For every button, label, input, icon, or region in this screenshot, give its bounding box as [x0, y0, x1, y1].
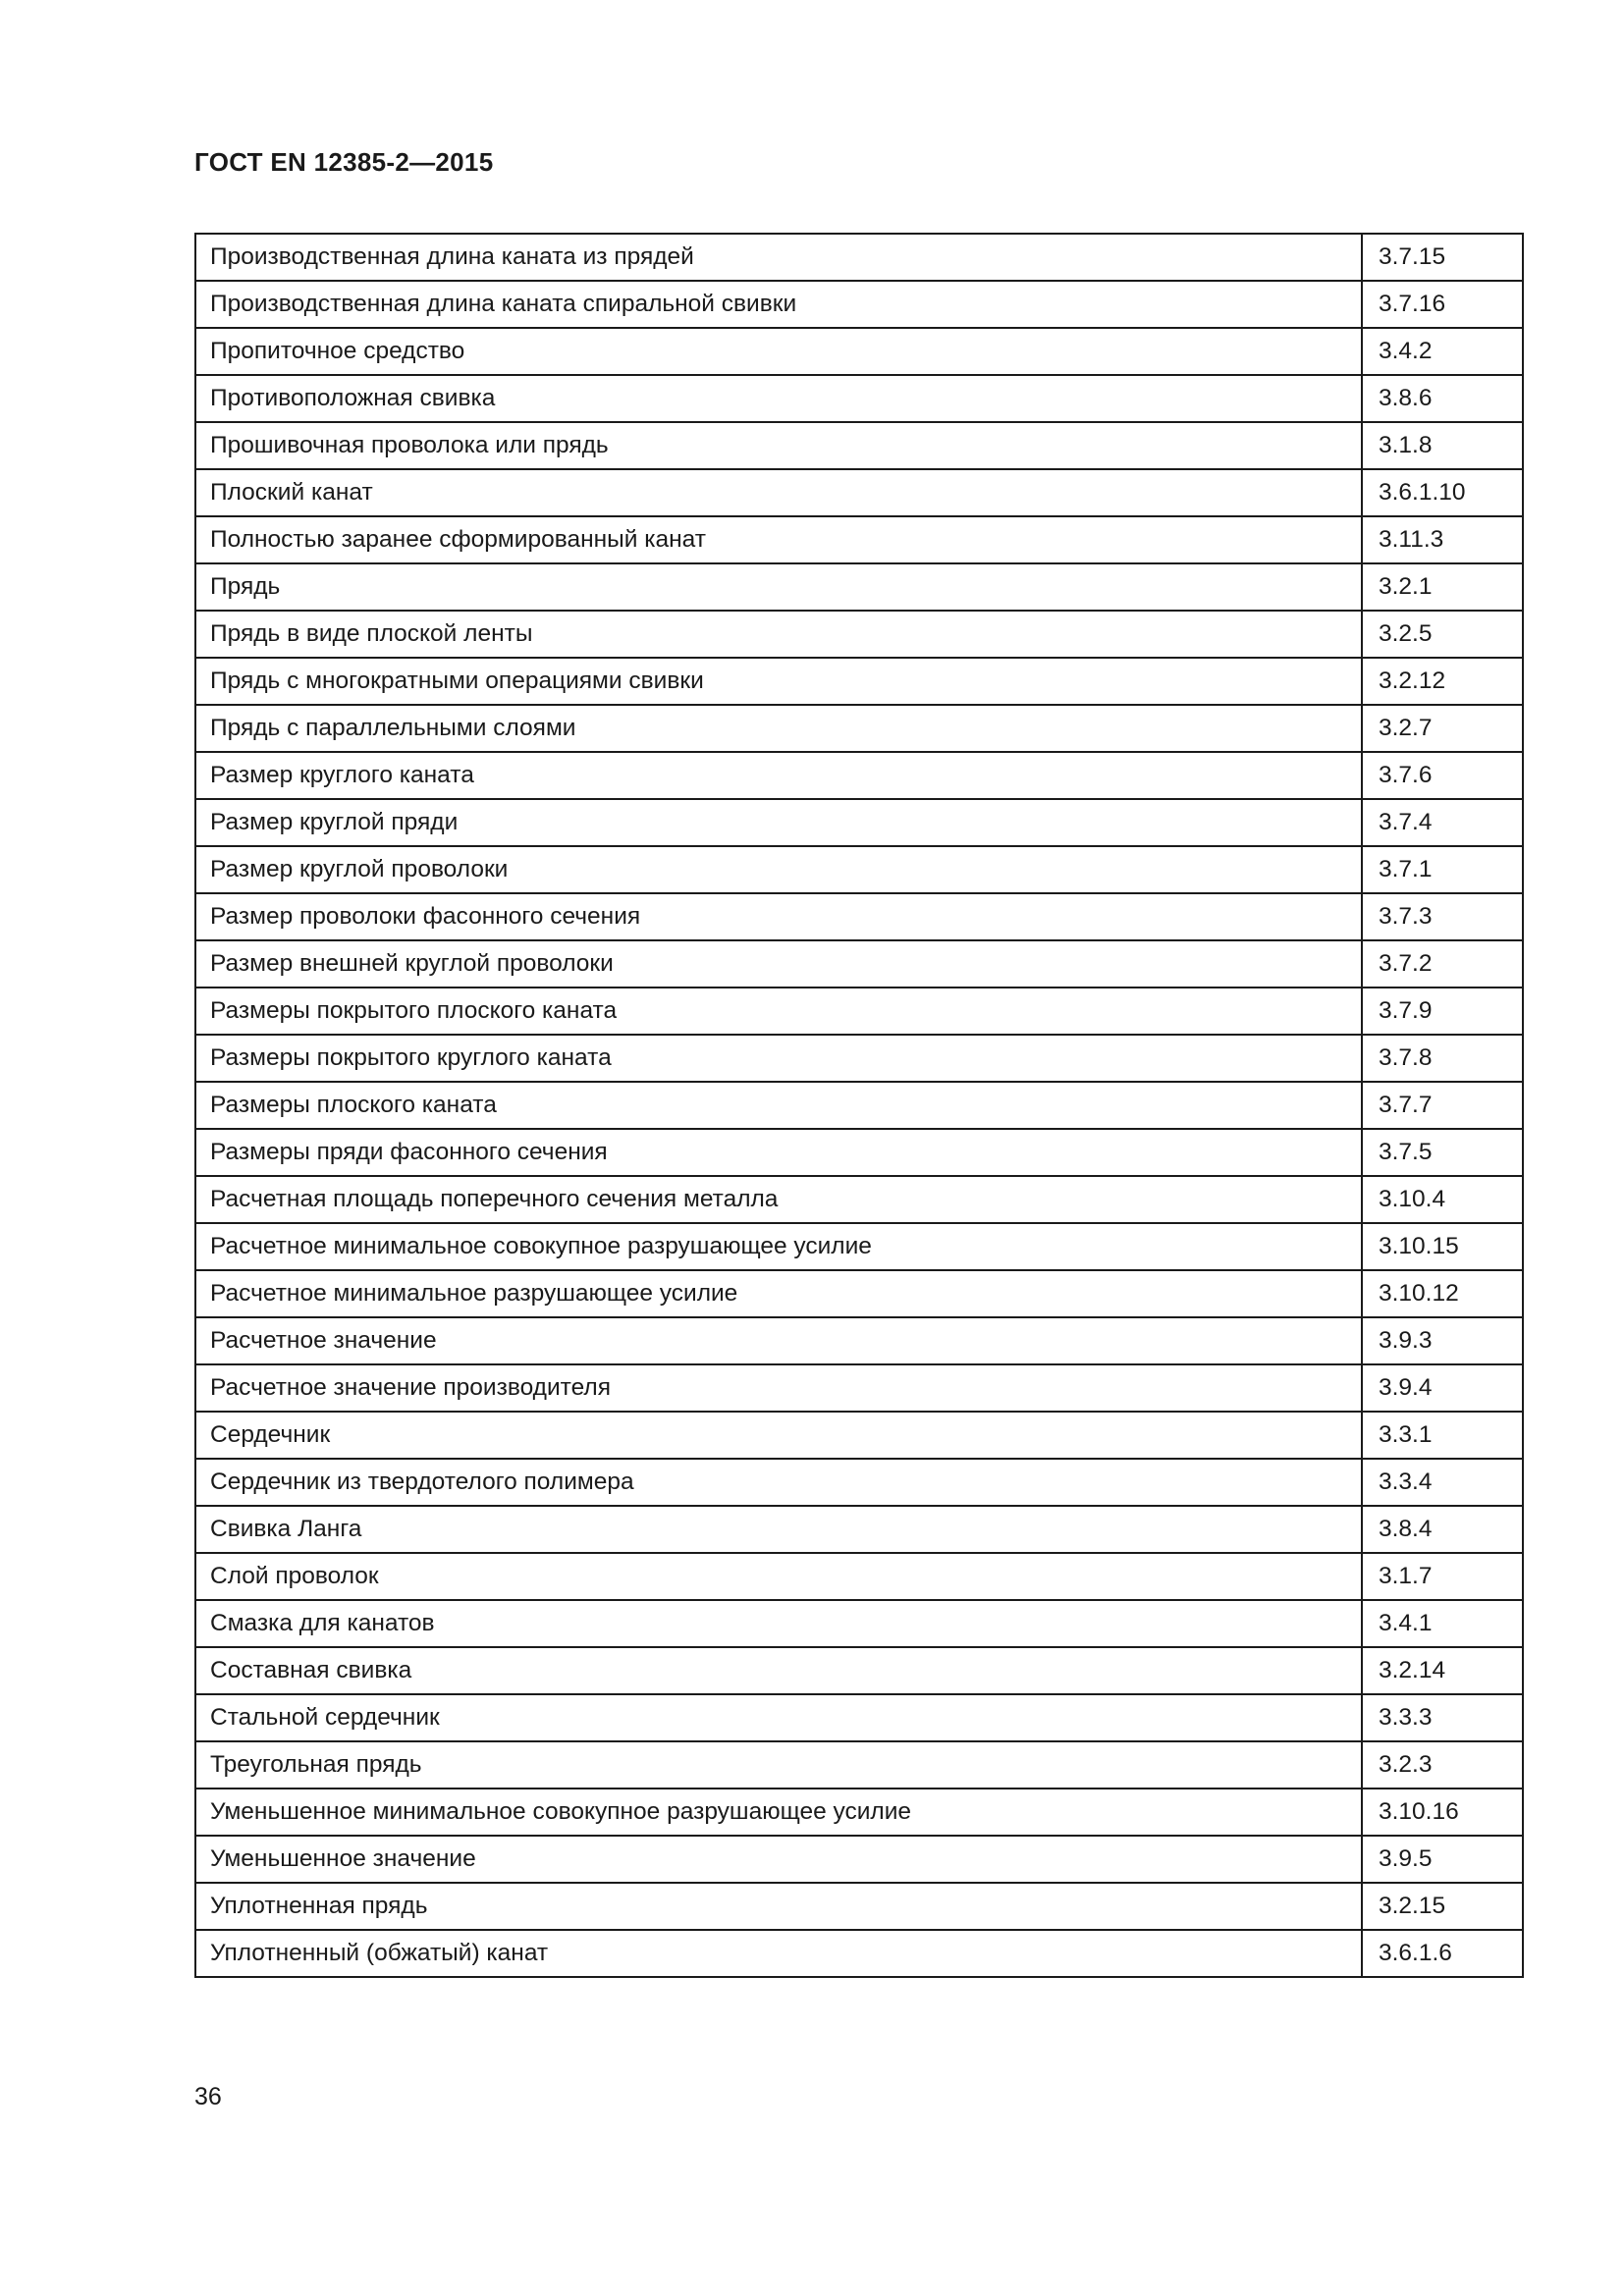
- table-row: [195, 1789, 1523, 1836]
- table-row: [195, 563, 1523, 611]
- term-cell: Производственная длина каната спиральной свивки: [195, 281, 1362, 328]
- term-cell: Противоположная свивка: [195, 375, 1362, 422]
- term-cell: Смазка для канатов: [195, 1600, 1362, 1647]
- section-ref-cell: 3.6.1.6: [1362, 1930, 1523, 1977]
- section-ref-cell: 3.10.4: [1362, 1176, 1523, 1223]
- table-row: [195, 1035, 1523, 1082]
- section-ref-cell: 3.2.3: [1362, 1741, 1523, 1789]
- table-row: [195, 1412, 1523, 1459]
- table-row: [195, 234, 1523, 281]
- table-row: [195, 611, 1523, 658]
- table-row: [195, 1600, 1523, 1647]
- term-cell: Сердечник: [195, 1412, 1362, 1459]
- term-cell: Размер внешней круглой проволоки: [195, 940, 1362, 988]
- table-row: [195, 1270, 1523, 1317]
- section-ref-cell: 3.10.15: [1362, 1223, 1523, 1270]
- term-cell: Производственная длина каната из прядей: [195, 234, 1362, 281]
- section-ref-cell: 3.8.6: [1362, 375, 1523, 422]
- term-cell: Полностью заранее сформированный канат: [195, 516, 1362, 563]
- table-row: [195, 1647, 1523, 1694]
- table-row: [195, 469, 1523, 516]
- section-ref-cell: 3.7.9: [1362, 988, 1523, 1035]
- term-cell: Размеры покрытого круглого каната: [195, 1035, 1362, 1082]
- section-ref-cell: 3.3.4: [1362, 1459, 1523, 1506]
- section-ref-cell: 3.10.16: [1362, 1789, 1523, 1836]
- term-cell: Расчетное минимальное разрушающее усилие: [195, 1270, 1362, 1317]
- term-cell: Расчетное значение: [195, 1317, 1362, 1364]
- table-row: [195, 1506, 1523, 1553]
- section-ref-cell: 3.7.2: [1362, 940, 1523, 988]
- table-row: [195, 705, 1523, 752]
- section-ref-cell: 3.7.8: [1362, 1035, 1523, 1082]
- section-ref-cell: 3.3.3: [1362, 1694, 1523, 1741]
- term-cell: Расчетная площадь поперечного сечения металла: [195, 1176, 1362, 1223]
- term-cell: Размеры плоского каната: [195, 1082, 1362, 1129]
- term-cell: Пропиточное средство: [195, 328, 1362, 375]
- term-cell: Уплотненная прядь: [195, 1883, 1362, 1930]
- section-ref-cell: 3.2.14: [1362, 1647, 1523, 1694]
- section-ref-cell: 3.7.3: [1362, 893, 1523, 940]
- table-row: [195, 1459, 1523, 1506]
- section-ref-cell: 3.11.3: [1362, 516, 1523, 563]
- table-row: [195, 1176, 1523, 1223]
- section-ref-cell: 3.2.7: [1362, 705, 1523, 752]
- section-ref-cell: 3.7.1: [1362, 846, 1523, 893]
- term-cell: Размер проволоки фасонного сечения: [195, 893, 1362, 940]
- term-cell: Плоский канат: [195, 469, 1362, 516]
- term-cell: Размеры пряди фасонного сечения: [195, 1129, 1362, 1176]
- section-ref-cell: 3.9.4: [1362, 1364, 1523, 1412]
- table-row: [195, 1741, 1523, 1789]
- section-ref-cell: 3.7.15: [1362, 234, 1523, 281]
- section-ref-cell: 3.2.5: [1362, 611, 1523, 658]
- section-ref-cell: 3.4.1: [1362, 1600, 1523, 1647]
- term-cell: Размер круглой проволоки: [195, 846, 1362, 893]
- table-row: [195, 1553, 1523, 1600]
- term-cell: Прошивочная проволока или прядь: [195, 422, 1362, 469]
- term-cell: Уплотненный (обжатый) канат: [195, 1930, 1362, 1977]
- table-row: [195, 799, 1523, 846]
- page-number: 36: [194, 2083, 222, 2110]
- table-row: [195, 1930, 1523, 1977]
- section-ref-cell: 3.9.5: [1362, 1836, 1523, 1883]
- term-cell: Свивка Ланга: [195, 1506, 1362, 1553]
- section-ref-cell: 3.8.4: [1362, 1506, 1523, 1553]
- table-row: [195, 422, 1523, 469]
- table-row: [195, 988, 1523, 1035]
- term-index-table: [194, 233, 1524, 1978]
- term-cell: Расчетное минимальное совокупное разрушающее усилие: [195, 1223, 1362, 1270]
- section-ref-cell: 3.7.5: [1362, 1129, 1523, 1176]
- term-cell: Прядь в виде плоской ленты: [195, 611, 1362, 658]
- section-ref-cell: 3.2.1: [1362, 563, 1523, 611]
- term-cell: Расчетное значение производителя: [195, 1364, 1362, 1412]
- term-cell: Размеры покрытого плоского каната: [195, 988, 1362, 1035]
- term-cell: Размер круглой пряди: [195, 799, 1362, 846]
- section-ref-cell: 3.4.2: [1362, 328, 1523, 375]
- table-row: [195, 752, 1523, 799]
- term-cell: Уменьшенное значение: [195, 1836, 1362, 1883]
- term-cell: Составная свивка: [195, 1647, 1362, 1694]
- term-cell: Размер круглого каната: [195, 752, 1362, 799]
- table-row: [195, 1082, 1523, 1129]
- table-row: [195, 1694, 1523, 1741]
- table-row: [195, 1364, 1523, 1412]
- table-row: [195, 893, 1523, 940]
- section-ref-cell: 3.7.6: [1362, 752, 1523, 799]
- section-ref-cell: 3.10.12: [1362, 1270, 1523, 1317]
- table-row: [195, 1317, 1523, 1364]
- section-ref-cell: 3.1.7: [1362, 1553, 1523, 1600]
- table-row: [195, 846, 1523, 893]
- term-cell: Прядь с многократными операциями свивки: [195, 658, 1362, 705]
- section-ref-cell: 3.7.16: [1362, 281, 1523, 328]
- table-row: [195, 1223, 1523, 1270]
- term-cell: Сердечник из твердотелого полимера: [195, 1459, 1362, 1506]
- term-index-body: [195, 234, 1523, 1977]
- table-row: [195, 658, 1523, 705]
- section-ref-cell: 3.7.7: [1362, 1082, 1523, 1129]
- table-row: [195, 1883, 1523, 1930]
- section-ref-cell: 3.3.1: [1362, 1412, 1523, 1459]
- section-ref-cell: 3.7.4: [1362, 799, 1523, 846]
- table-row: [195, 281, 1523, 328]
- section-ref-cell: 3.2.12: [1362, 658, 1523, 705]
- table-row: [195, 940, 1523, 988]
- term-cell: Слой проволок: [195, 1553, 1362, 1600]
- term-cell: Прядь: [195, 563, 1362, 611]
- table-row: [195, 375, 1523, 422]
- term-cell: Треугольная прядь: [195, 1741, 1362, 1789]
- document-header: ГОСТ EN 12385-2—2015: [194, 147, 494, 177]
- term-cell: Стальной сердечник: [195, 1694, 1362, 1741]
- term-cell: Прядь с параллельными слоями: [195, 705, 1362, 752]
- section-ref-cell: 3.6.1.10: [1362, 469, 1523, 516]
- section-ref-cell: 3.2.15: [1362, 1883, 1523, 1930]
- section-ref-cell: 3.9.3: [1362, 1317, 1523, 1364]
- table-row: [195, 1129, 1523, 1176]
- section-ref-cell: 3.1.8: [1362, 422, 1523, 469]
- table-row: [195, 328, 1523, 375]
- table-row: [195, 1836, 1523, 1883]
- term-cell: Уменьшенное минимальное совокупное разрушающее усилие: [195, 1789, 1362, 1836]
- table-row: [195, 516, 1523, 563]
